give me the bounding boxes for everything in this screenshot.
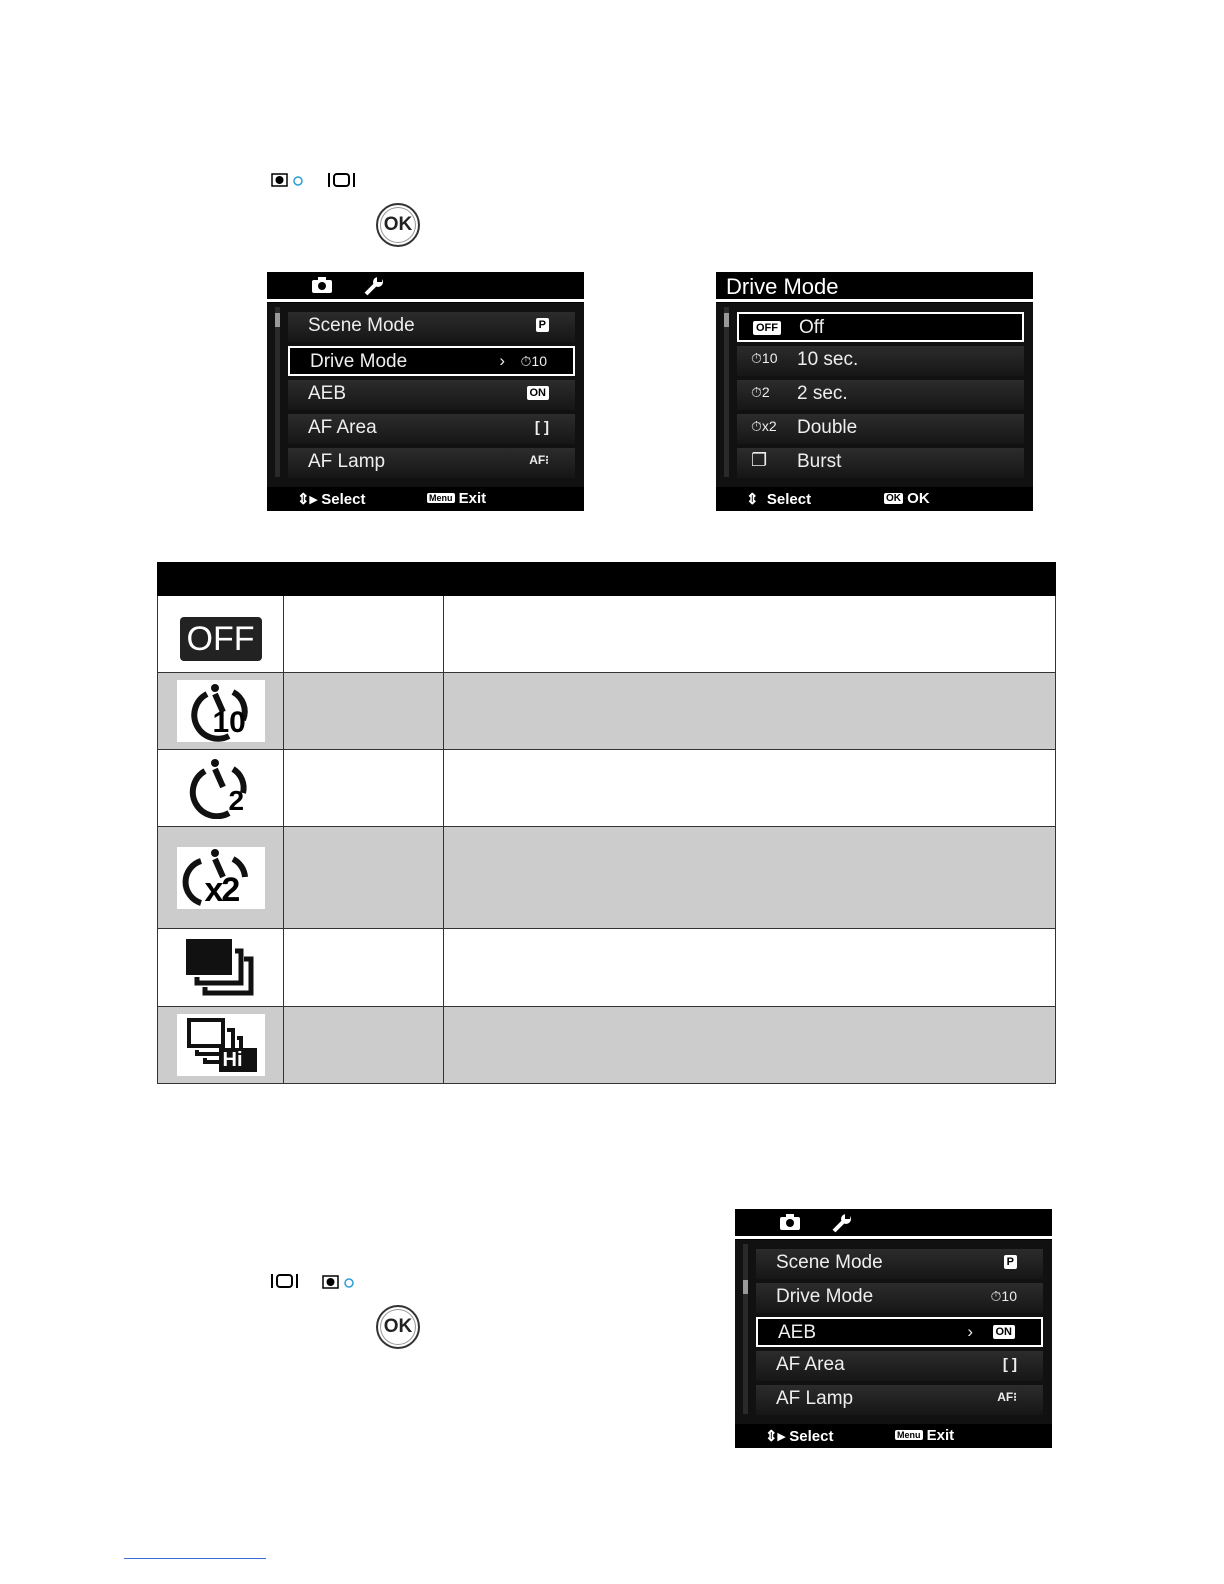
footnote-rule	[124, 1558, 266, 1559]
mode-name	[284, 596, 444, 673]
menu-item-label: AEB	[308, 383, 347, 404]
scrollbar[interactable]	[743, 1244, 748, 1414]
self-timer-10-icon: ⏱10	[990, 1288, 1017, 1304]
menu-footer	[716, 487, 1033, 511]
menu-list	[267, 303, 584, 487]
mode-name	[284, 827, 444, 929]
face-timer-icon	[322, 1273, 358, 1296]
option-label: Burst	[797, 451, 842, 472]
drive-mode-table	[157, 562, 1056, 1084]
wrench-icon[interactable]	[831, 1213, 853, 1238]
burst-icon	[177, 937, 265, 999]
menu-key-icon: Menu	[897, 1430, 921, 1440]
menu-item-af-area[interactable]	[756, 1351, 1043, 1381]
camera-icon[interactable]	[311, 276, 333, 299]
menu-header	[716, 272, 1033, 302]
select-hint: ⇕ Select	[746, 491, 812, 508]
menu-header	[735, 1209, 1052, 1239]
af-lamp-icon: AF⁝	[997, 1390, 1017, 1404]
menu-item-label: Drive Mode	[776, 1286, 874, 1307]
menu-item-drive-mode[interactable]	[756, 1283, 1043, 1313]
self-timer-10-icon: ⏱10	[751, 350, 778, 366]
ok-button-icon: OK	[376, 203, 420, 247]
menu-item-scene-mode[interactable]	[756, 1249, 1043, 1279]
mode-name	[284, 750, 444, 827]
chevron-right-icon: ›	[967, 1322, 973, 1341]
self-timer-2-icon: 2	[177, 757, 265, 819]
ok-hint: OK OK	[886, 490, 930, 507]
double-timer-icon: ⏱x2	[751, 418, 777, 434]
mode-name	[284, 1007, 444, 1084]
option-label: Off	[799, 317, 824, 338]
table-header	[158, 563, 1056, 596]
ok-key-icon: OK	[886, 493, 901, 504]
menu-key-icon: Menu	[429, 493, 453, 503]
menu-item-label: AF Lamp	[308, 451, 386, 472]
burst-icon: ❐	[751, 450, 768, 470]
scene-program-icon: P	[1004, 1254, 1017, 1269]
frame-icon	[270, 1272, 300, 1295]
table-row	[158, 929, 1056, 1007]
option-label: 2 sec.	[797, 383, 848, 404]
mode-name	[284, 929, 444, 1007]
table-row	[158, 750, 1056, 827]
menu-item-scene-mode[interactable]	[288, 312, 575, 342]
menu-item-aeb[interactable]	[756, 1317, 1043, 1347]
mode-description	[444, 673, 1056, 750]
mode-description	[444, 929, 1056, 1007]
menu-item-label: Drive Mode	[310, 351, 408, 372]
menu-list	[735, 1240, 1052, 1424]
menu-item-label: AF Area	[776, 1354, 845, 1375]
scene-program-icon: P	[536, 317, 549, 332]
up-down-arrow-icon: ⇕▸	[297, 491, 318, 508]
table-row	[158, 1007, 1056, 1084]
on-badge: ON	[527, 385, 550, 400]
chevron-right-icon: ›	[499, 351, 505, 370]
menu-item-label: AF Area	[308, 417, 377, 438]
double-timer-icon: x2	[177, 847, 265, 909]
off-icon: OFF	[177, 603, 265, 665]
menu-item-af-lamp[interactable]	[288, 448, 575, 478]
ok-button-icon: OK	[376, 1305, 420, 1349]
exit-hint: Menu Exit	[429, 490, 487, 507]
drive-option-double[interactable]	[737, 414, 1024, 444]
scrollbar[interactable]	[275, 307, 280, 477]
self-timer-10-icon: ⏱10	[520, 353, 547, 369]
up-down-arrow-icon: ⇕▸	[765, 1428, 786, 1445]
self-timer-10-icon: 10	[177, 680, 265, 742]
drive-option-burst[interactable]	[737, 448, 1024, 478]
menu-item-label: AF Lamp	[776, 1388, 854, 1409]
select-hint: ⇕▸ Select	[765, 1428, 834, 1445]
table-row	[158, 827, 1056, 929]
menu-item-label: Scene Mode	[776, 1252, 883, 1273]
menu-item-drive-mode[interactable]	[288, 346, 575, 376]
option-label: 10 sec.	[797, 349, 859, 370]
frame-icon	[327, 171, 357, 194]
menu-footer	[735, 1424, 1052, 1448]
drive-mode-screen	[716, 272, 1033, 511]
menu-item-af-lamp[interactable]	[756, 1385, 1043, 1415]
on-badge: ON	[993, 1324, 1016, 1339]
af-lamp-icon: AF⁝	[529, 453, 549, 467]
menu-footer	[267, 487, 584, 511]
mode-description	[444, 827, 1056, 929]
wrench-icon[interactable]	[363, 276, 385, 301]
af-area-icon: [ ]	[534, 419, 549, 436]
table-row	[158, 596, 1056, 673]
off-icon: OFF	[753, 318, 781, 335]
menu-item-af-area[interactable]	[288, 414, 575, 444]
self-timer-2-icon: ⏱2	[751, 384, 770, 400]
option-label: Double	[797, 417, 858, 438]
drive-option-10sec[interactable]	[737, 346, 1024, 376]
screen-title: Drive Mode	[726, 274, 839, 299]
drive-mode-list	[716, 303, 1033, 487]
mode-name	[284, 673, 444, 750]
camera-icon[interactable]	[779, 1213, 801, 1236]
menu-item-label: Scene Mode	[308, 315, 415, 336]
up-down-arrow-icon: ⇕	[746, 491, 759, 508]
camera-menu-screen-bottom	[735, 1209, 1052, 1448]
menu-header	[267, 272, 584, 302]
select-hint: ⇕▸ Select	[297, 491, 366, 508]
menu-item-label: AEB	[778, 1322, 817, 1343]
table-row	[158, 673, 1056, 750]
drive-option-2sec[interactable]	[737, 380, 1024, 410]
burst-hi-icon: Hi	[177, 1014, 265, 1076]
af-area-icon: [ ]	[1002, 1356, 1017, 1373]
mode-description	[444, 750, 1056, 827]
mode-description	[444, 596, 1056, 673]
camera-menu-screen-left	[267, 272, 584, 511]
exit-hint: Menu Exit	[897, 1427, 955, 1444]
mode-description	[444, 1007, 1056, 1084]
face-timer-icon	[271, 171, 307, 194]
menu-item-aeb[interactable]	[288, 380, 575, 410]
scrollbar[interactable]	[724, 307, 729, 477]
drive-option-off[interactable]	[737, 312, 1024, 342]
